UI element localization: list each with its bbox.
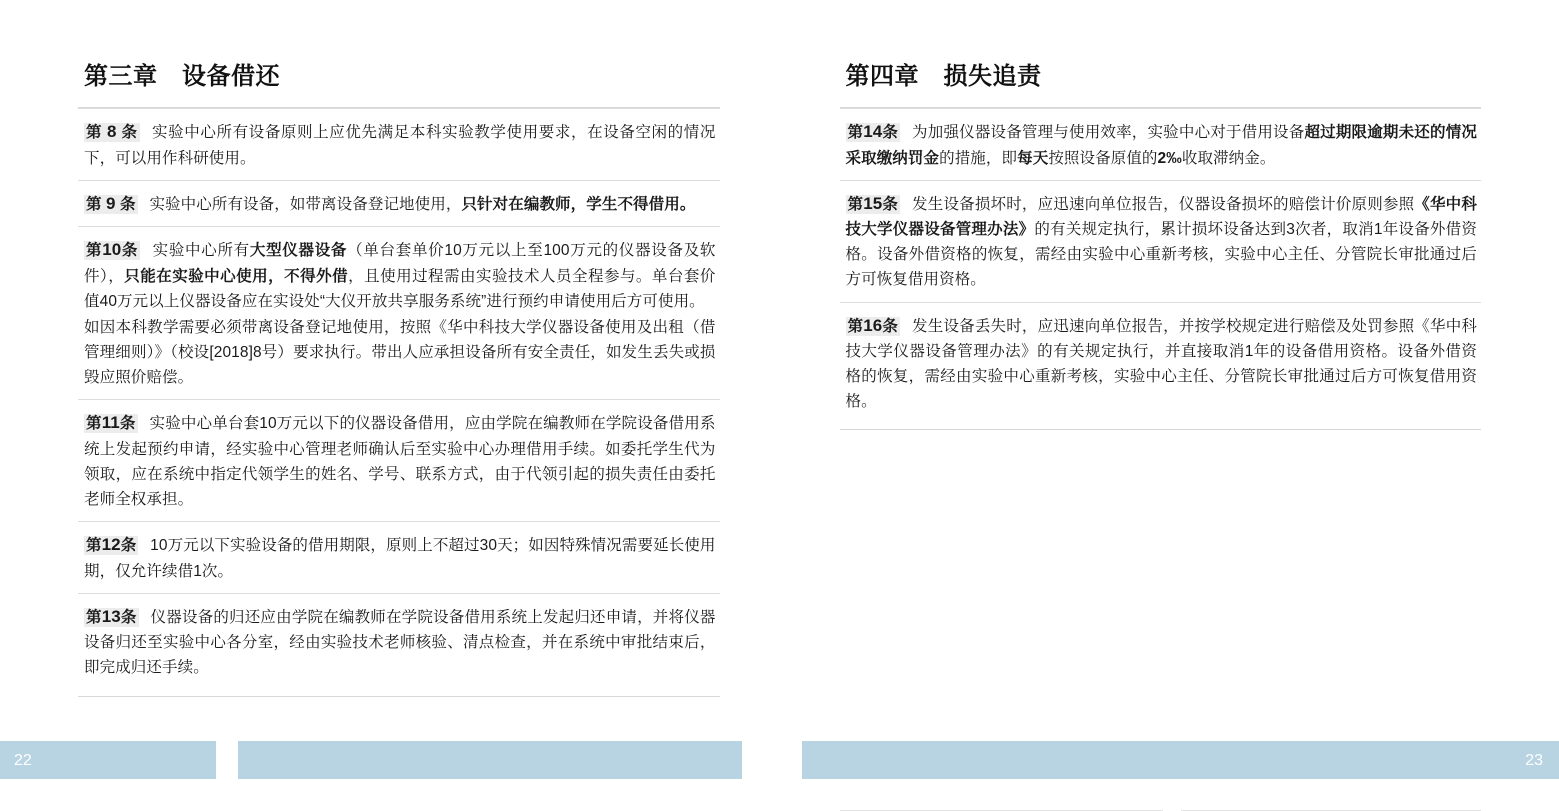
left-footer <box>0 741 780 779</box>
article-block <box>78 593 720 690</box>
article-text: 第14条 为加强仪器设备管理与使用效率，实验中心对于借用设备超过期限逾期未还的情况采取缴纳罚金的措施，即每天按照设备原值的2‰收取滞纳金。 <box>846 118 1478 171</box>
page-number: 22 <box>14 752 32 770</box>
article-block <box>78 521 720 593</box>
article-number: 第14条 <box>846 123 901 142</box>
page-number: 23 <box>1525 752 1543 770</box>
article-number: 第 9 条 <box>84 195 138 214</box>
article-number: 第16条 <box>846 317 901 336</box>
article-number: 第15条 <box>846 195 901 214</box>
article-number: 第13条 <box>84 608 139 627</box>
left-page <box>0 0 780 779</box>
bottom-divider <box>840 429 1482 430</box>
article-number: 第12条 <box>84 536 138 555</box>
footer-bar-right <box>238 741 742 779</box>
article-block <box>78 399 720 521</box>
article-number: 第10条 <box>84 241 140 260</box>
article-text: 第 9 条 实验中心所有设备，如带离设备登记地使用，只针对在编教师，学生不得借用。 <box>84 190 716 218</box>
article-block <box>840 108 1482 180</box>
article-text: 第11条 实验中心单台套10万元以下的仪器设备借用，应由学院在编教师在学院设备借用系统上发起预约申请，经实验中心管理老师确认后至实验中心办理借用手续。如委托学生代为领取，应在系统中指定代领学生的姓名、学号、联系方式，由于代领引起的损失责任由委托老师全权承担。 <box>84 409 716 512</box>
article-text: 第15条 发生设备损坏时，应迅速向单位报告，仪器设备损坏的赔偿计价原则参照《华中科技大学仪器设备管理办法》的有关规定执行，累计损坏设备达到3次者，取消1年设备外借资格。设备外借资格的恢复，需经由实验中心重新考核，实验中心主任、分管院长审批通过后方可恢复借用资格。 <box>846 190 1478 293</box>
article-block <box>78 226 720 399</box>
article-block <box>840 180 1482 302</box>
article-block <box>78 108 720 180</box>
article-block <box>840 302 1482 424</box>
article-number: 第 8 条 <box>84 123 140 142</box>
article-text: 第 8 条 实验中心所有设备原则上应优先满足本科实验教学使用要求，在设备空闲的情况下，可以用作科研使用。 <box>84 118 716 171</box>
article-text: 第10条 实验中心所有大型仪器设备（单台套单价10万元以上至100万元的仪器设备及软件），只能在实验中心使用，不得外借，且使用过程需由实验技术人员全程参与。单台套价值40万元以上仪器设备应在实设处“大仪开放共享服务系统”进行预约申请使用后方可使用。 <box>84 236 716 314</box>
article-block <box>78 180 720 227</box>
right-footer <box>780 741 1559 779</box>
right-page <box>780 0 1559 779</box>
page-title: 第三章 设备借还 <box>84 56 720 91</box>
page-title: 第四章 损失追责 <box>846 56 1482 91</box>
footer-bar-left <box>0 741 216 779</box>
article-text: 第12条 10万元以下实验设备的借用期限，原则上不超过30天；如因特殊情况需要延长使用期，仅允许续借1次。 <box>84 531 716 584</box>
article-number: 第11条 <box>84 414 138 433</box>
article-text: 第13条 仪器设备的归还应由学院在编教师在学院设备借用系统上发起归还申请，并将仪器设备归还至实验中心各分室，经由实验技术老师核验、清点检查，并在系统中审批结束后，即完成归还手续。 <box>84 603 716 681</box>
article-text-2: 如因本科教学需要必须带离设备登记地使用，按照《华中科技大学仪器设备使用及出租（借管理细则）》（校设[2018]8号）要求执行。带出人应承担设备所有安全责任，如发生丢失或损毁应照价赔偿。 <box>84 315 716 390</box>
footer-bar-left <box>802 741 1344 779</box>
article-text: 第16条 发生设备丢失时，应迅速向单位报告，并按学校规定进行赔偿及处罚参照《华中科技大学仪器设备管理办法》的有关规定执行，并直接取消1年的设备借用资格。设备外借资格的恢复，需经由实验中心重新考核，实验中心主任、分管院长审批通过后方可恢复借用资格。 <box>846 312 1478 415</box>
bottom-divider <box>78 696 720 697</box>
